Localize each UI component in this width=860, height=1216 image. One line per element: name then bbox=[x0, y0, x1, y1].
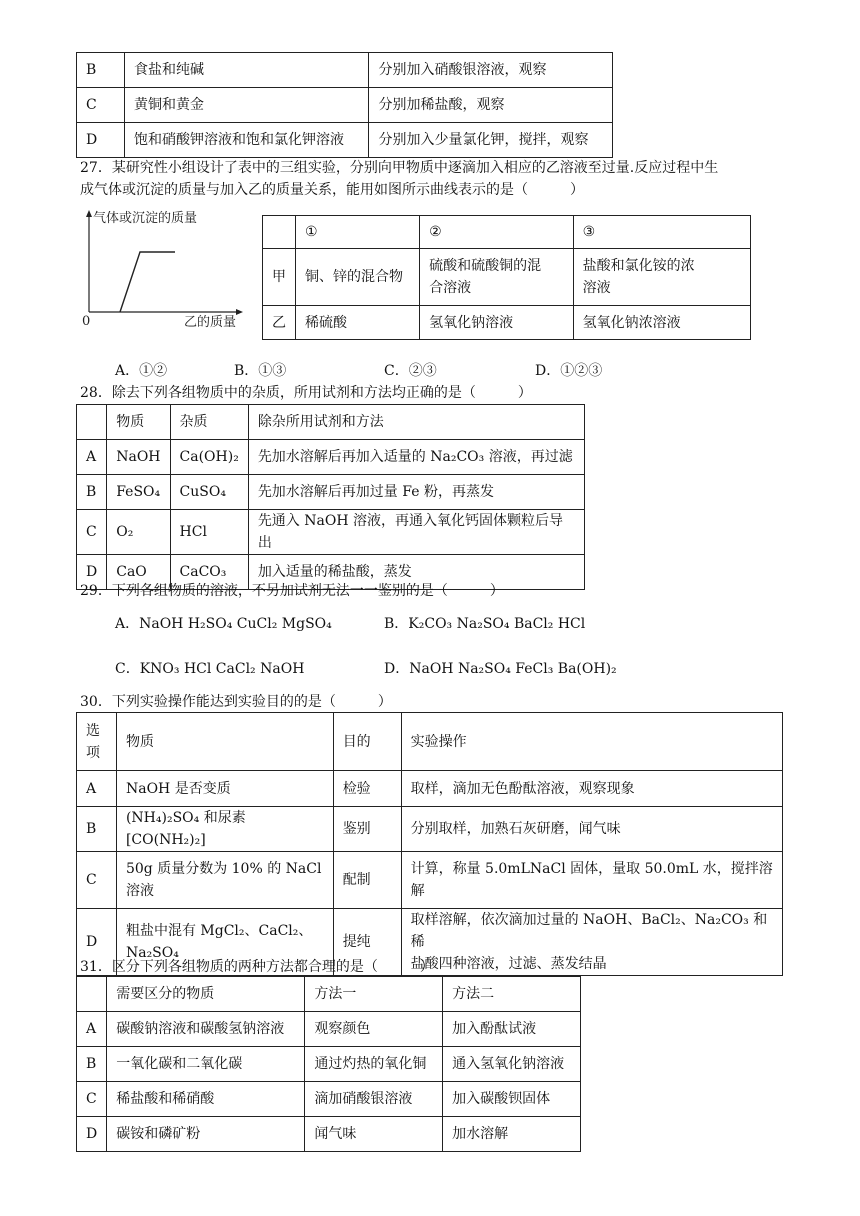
row-letter: C bbox=[77, 852, 117, 909]
q27-graph-svg bbox=[80, 208, 250, 333]
method-cell: 加入适量的稀盐酸，蒸发 bbox=[248, 555, 584, 590]
row-letter: B bbox=[77, 807, 117, 852]
header-cell: 物质 bbox=[107, 405, 170, 440]
impurity-cell: HCl bbox=[170, 510, 248, 555]
method2-cell: 加入碳酸钡固体 bbox=[443, 1082, 581, 1117]
table-row bbox=[77, 88, 613, 123]
q28-table bbox=[76, 404, 585, 590]
curve-line bbox=[120, 252, 175, 312]
cell-line: 溶液 bbox=[125, 883, 154, 899]
cell-line: 计算，称量 5.0mLNaCl 固体，量取 50.0mL 水，搅拌溶 bbox=[410, 861, 773, 877]
header-cell: 方法二 bbox=[443, 977, 581, 1012]
row-label: 乙 bbox=[263, 306, 296, 340]
table-row bbox=[77, 475, 585, 510]
table-header-row bbox=[77, 713, 783, 771]
table-header-row bbox=[77, 977, 581, 1012]
y-axis-arrow bbox=[86, 210, 92, 217]
cell bbox=[573, 249, 750, 306]
q30-table bbox=[76, 712, 783, 976]
header-cell bbox=[77, 713, 117, 771]
header-cell: 目的 bbox=[333, 713, 401, 771]
q29-option-b: B．K₂CO₃ Na₂SO₄ BaCl₂ HCl bbox=[384, 616, 586, 632]
table-header-row bbox=[263, 216, 751, 249]
row-letter: C bbox=[77, 510, 107, 555]
cell-line: 合溶液 bbox=[429, 280, 472, 296]
row-letter: D bbox=[77, 555, 107, 590]
x-axis-label: 乙的质量 bbox=[184, 315, 237, 330]
q27-option-b: B．①③ bbox=[234, 363, 287, 379]
method2-cell: 加入酚酞试液 bbox=[443, 1012, 581, 1047]
header-cell: 实验操作 bbox=[401, 713, 782, 771]
cell: 稀硫酸 bbox=[296, 306, 420, 340]
method2-cell: 加水溶解 bbox=[443, 1117, 581, 1152]
q31-text: 31．区分下列各组物质的两种方法都合理的是（ ） bbox=[80, 959, 434, 975]
method-cell: 先通入 NaOH 溶液，再通入氧化钙固体颗粒后导出 bbox=[248, 510, 584, 555]
method-cell: 分别加稀盐酸，观察 bbox=[369, 88, 613, 123]
header-cell: 除杂所用试剂和方法 bbox=[248, 405, 584, 440]
header-cell bbox=[77, 977, 107, 1012]
substance-cell: CaO bbox=[107, 555, 170, 590]
cell: 氢氧化钠溶液 bbox=[420, 306, 574, 340]
purpose-cell: 配制 bbox=[333, 852, 401, 909]
substance-cell bbox=[116, 852, 333, 909]
row-letter: A bbox=[77, 771, 117, 807]
q29-option-d: D．NaOH Na₂SO₄ FeCl₃ Ba(OH)₂ bbox=[384, 661, 617, 677]
substance-cell: O₂ bbox=[107, 510, 170, 555]
cell-line: 盐酸和氯化铵的浓 bbox=[582, 258, 695, 274]
table-row bbox=[77, 1117, 581, 1152]
q27-option-c: C．②③ bbox=[384, 363, 437, 379]
purpose-cell: 鉴别 bbox=[333, 807, 401, 852]
q27-graph bbox=[80, 208, 250, 333]
row-letter: A bbox=[77, 440, 107, 475]
table-row bbox=[77, 1047, 581, 1082]
row-letter: B bbox=[77, 53, 125, 88]
cell-line: 盐酸四种溶液，过滤、蒸发结晶 bbox=[410, 956, 607, 972]
operation-cell: 取样，滴加无色酚酞溶液，观察现象 bbox=[401, 771, 782, 807]
header-cell: ① bbox=[296, 216, 420, 249]
cell-line: 硫酸和硫酸铜的混 bbox=[429, 258, 542, 274]
method1-cell: 滴加硝酸银溶液 bbox=[305, 1082, 443, 1117]
cell-line: 项 bbox=[86, 744, 100, 761]
method-cell: 先加水溶解后再加入适量的 Na₂CO₃ 溶液，再过滤 bbox=[248, 440, 584, 475]
q26-table bbox=[76, 52, 613, 158]
q28-text: 28．除去下列各组物质中的杂质，所用试剂和方法均正确的是（ ） bbox=[80, 385, 532, 401]
cell-line: 粗盐中混有 MgCl₂、CaCl₂、 bbox=[125, 923, 313, 939]
cell-line: Na₂SO₄ bbox=[125, 945, 179, 961]
x-axis-arrow bbox=[236, 309, 243, 315]
table-row bbox=[77, 807, 783, 852]
substance-cell: (NH₄)₂SO₄ 和尿素[CO(NH₂)₂] bbox=[116, 807, 333, 852]
items-cell: 碳铵和磷矿粉 bbox=[107, 1117, 305, 1152]
q27-text-line1: 27．某研究性小组设计了表中的三组实验，分别向甲物质中逐滴加入相应的乙溶液至过量.反应过程中生 bbox=[80, 160, 719, 176]
impurity-cell: CuSO₄ bbox=[170, 475, 248, 510]
items-cell: 黄铜和黄金 bbox=[124, 88, 369, 123]
y-axis-label: 气体或沉淀的质量 bbox=[93, 211, 198, 226]
row-letter: D bbox=[77, 1117, 107, 1152]
row-label: 甲 bbox=[263, 249, 296, 306]
purpose-cell: 检验 bbox=[333, 771, 401, 807]
row-letter: B bbox=[77, 475, 107, 510]
row-letter: C bbox=[77, 88, 125, 123]
method1-cell: 闻气味 bbox=[305, 1117, 443, 1152]
cell bbox=[420, 249, 574, 306]
header-cell: 杂质 bbox=[170, 405, 248, 440]
substance-cell: NaOH bbox=[107, 440, 170, 475]
items-cell: 食盐和纯碱 bbox=[124, 53, 369, 88]
items-cell: 稀盐酸和稀硝酸 bbox=[107, 1082, 305, 1117]
operation-cell bbox=[401, 852, 782, 909]
table-header-row bbox=[77, 405, 585, 440]
cell-line: 解 bbox=[410, 883, 425, 899]
row-letter: D bbox=[77, 123, 125, 158]
q29-option-c: C．KNO₃ HCl CaCl₂ NaOH bbox=[115, 661, 305, 677]
row-letter: A bbox=[77, 1012, 107, 1047]
method1-cell: 观察颜色 bbox=[305, 1012, 443, 1047]
header-cell bbox=[77, 405, 107, 440]
method1-cell: 通过灼热的氧化铜 bbox=[305, 1047, 443, 1082]
q31-table bbox=[76, 976, 581, 1152]
purpose-cell: 提纯 bbox=[333, 909, 401, 976]
items-cell: 一氧化碳和二氧化碳 bbox=[107, 1047, 305, 1082]
operation-cell bbox=[401, 909, 782, 976]
table-row bbox=[77, 510, 585, 555]
row-letter: C bbox=[77, 1082, 107, 1117]
cell: 铜、锌的混合物 bbox=[296, 249, 420, 306]
table-row bbox=[77, 53, 613, 88]
row-letter: B bbox=[77, 1047, 107, 1082]
row-letter: D bbox=[77, 909, 117, 976]
q27-table bbox=[262, 215, 751, 340]
header-cell: 需要区分的物质 bbox=[107, 977, 305, 1012]
q27-option-a: A．①② bbox=[115, 363, 168, 379]
impurity-cell: CaCO₃ bbox=[170, 555, 248, 590]
header-cell: ③ bbox=[573, 216, 750, 249]
impurity-cell: Ca(OH)₂ bbox=[170, 440, 248, 475]
cell-line: 溶液 bbox=[582, 280, 611, 296]
method-cell: 分别加入少量氯化钾，搅拌，观察 bbox=[369, 123, 613, 158]
q29-option-a: A．NaOH H₂SO₄ CuCl₂ MgSO₄ bbox=[115, 616, 332, 632]
header-cell bbox=[263, 216, 296, 249]
method-cell: 先加水溶解后再加过量 Fe 粉，再蒸发 bbox=[248, 475, 584, 510]
q27-text-line2: 成气体或沉淀的质量与加入乙的质量关系，能用如图所示曲线表示的是（ ） bbox=[80, 182, 584, 198]
table-row bbox=[77, 123, 613, 158]
q30-text: 30．下列实验操作能达到实验目的的是（ ） bbox=[80, 694, 392, 710]
origin-label: 0 bbox=[82, 314, 91, 329]
operation-cell: 分别取样，加熟石灰研磨，闻气味 bbox=[401, 807, 782, 852]
cell-line: 50g 质量分数为 10% 的 NaCl bbox=[125, 861, 322, 877]
header-cell: ② bbox=[420, 216, 574, 249]
cell-line: 取样溶解，依次滴加过量的 NaOH、BaCl₂、Na₂CO₃ 和稀 bbox=[410, 912, 768, 950]
items-cell: 碳酸钠溶液和碳酸氢钠溶液 bbox=[107, 1012, 305, 1047]
header-cell: 方法一 bbox=[305, 977, 443, 1012]
method2-cell: 通入氢氧化钠溶液 bbox=[443, 1047, 581, 1082]
table-row bbox=[263, 249, 751, 306]
table-row bbox=[77, 852, 783, 909]
table-row bbox=[77, 1012, 581, 1047]
table-row bbox=[77, 1082, 581, 1117]
cell: 氢氧化钠浓溶液 bbox=[573, 306, 750, 340]
substance-cell: NaOH 是否变质 bbox=[116, 771, 333, 807]
table-row bbox=[263, 306, 751, 340]
table-row bbox=[77, 440, 585, 475]
header-cell: 物质 bbox=[116, 713, 333, 771]
q27-option-d: D．①②③ bbox=[535, 363, 603, 379]
table-row bbox=[77, 771, 783, 807]
items-cell: 饱和硝酸钾溶液和饱和氯化钾溶液 bbox=[124, 123, 369, 158]
substance-cell: FeSO₄ bbox=[107, 475, 170, 510]
cell-line: 选 bbox=[86, 722, 100, 739]
method-cell: 分别加入硝酸银溶液，观察 bbox=[369, 53, 613, 88]
q29-text: 29．下列各组物质的溶液，不另加试剂无法一一鉴别的是（ ） bbox=[80, 583, 504, 599]
